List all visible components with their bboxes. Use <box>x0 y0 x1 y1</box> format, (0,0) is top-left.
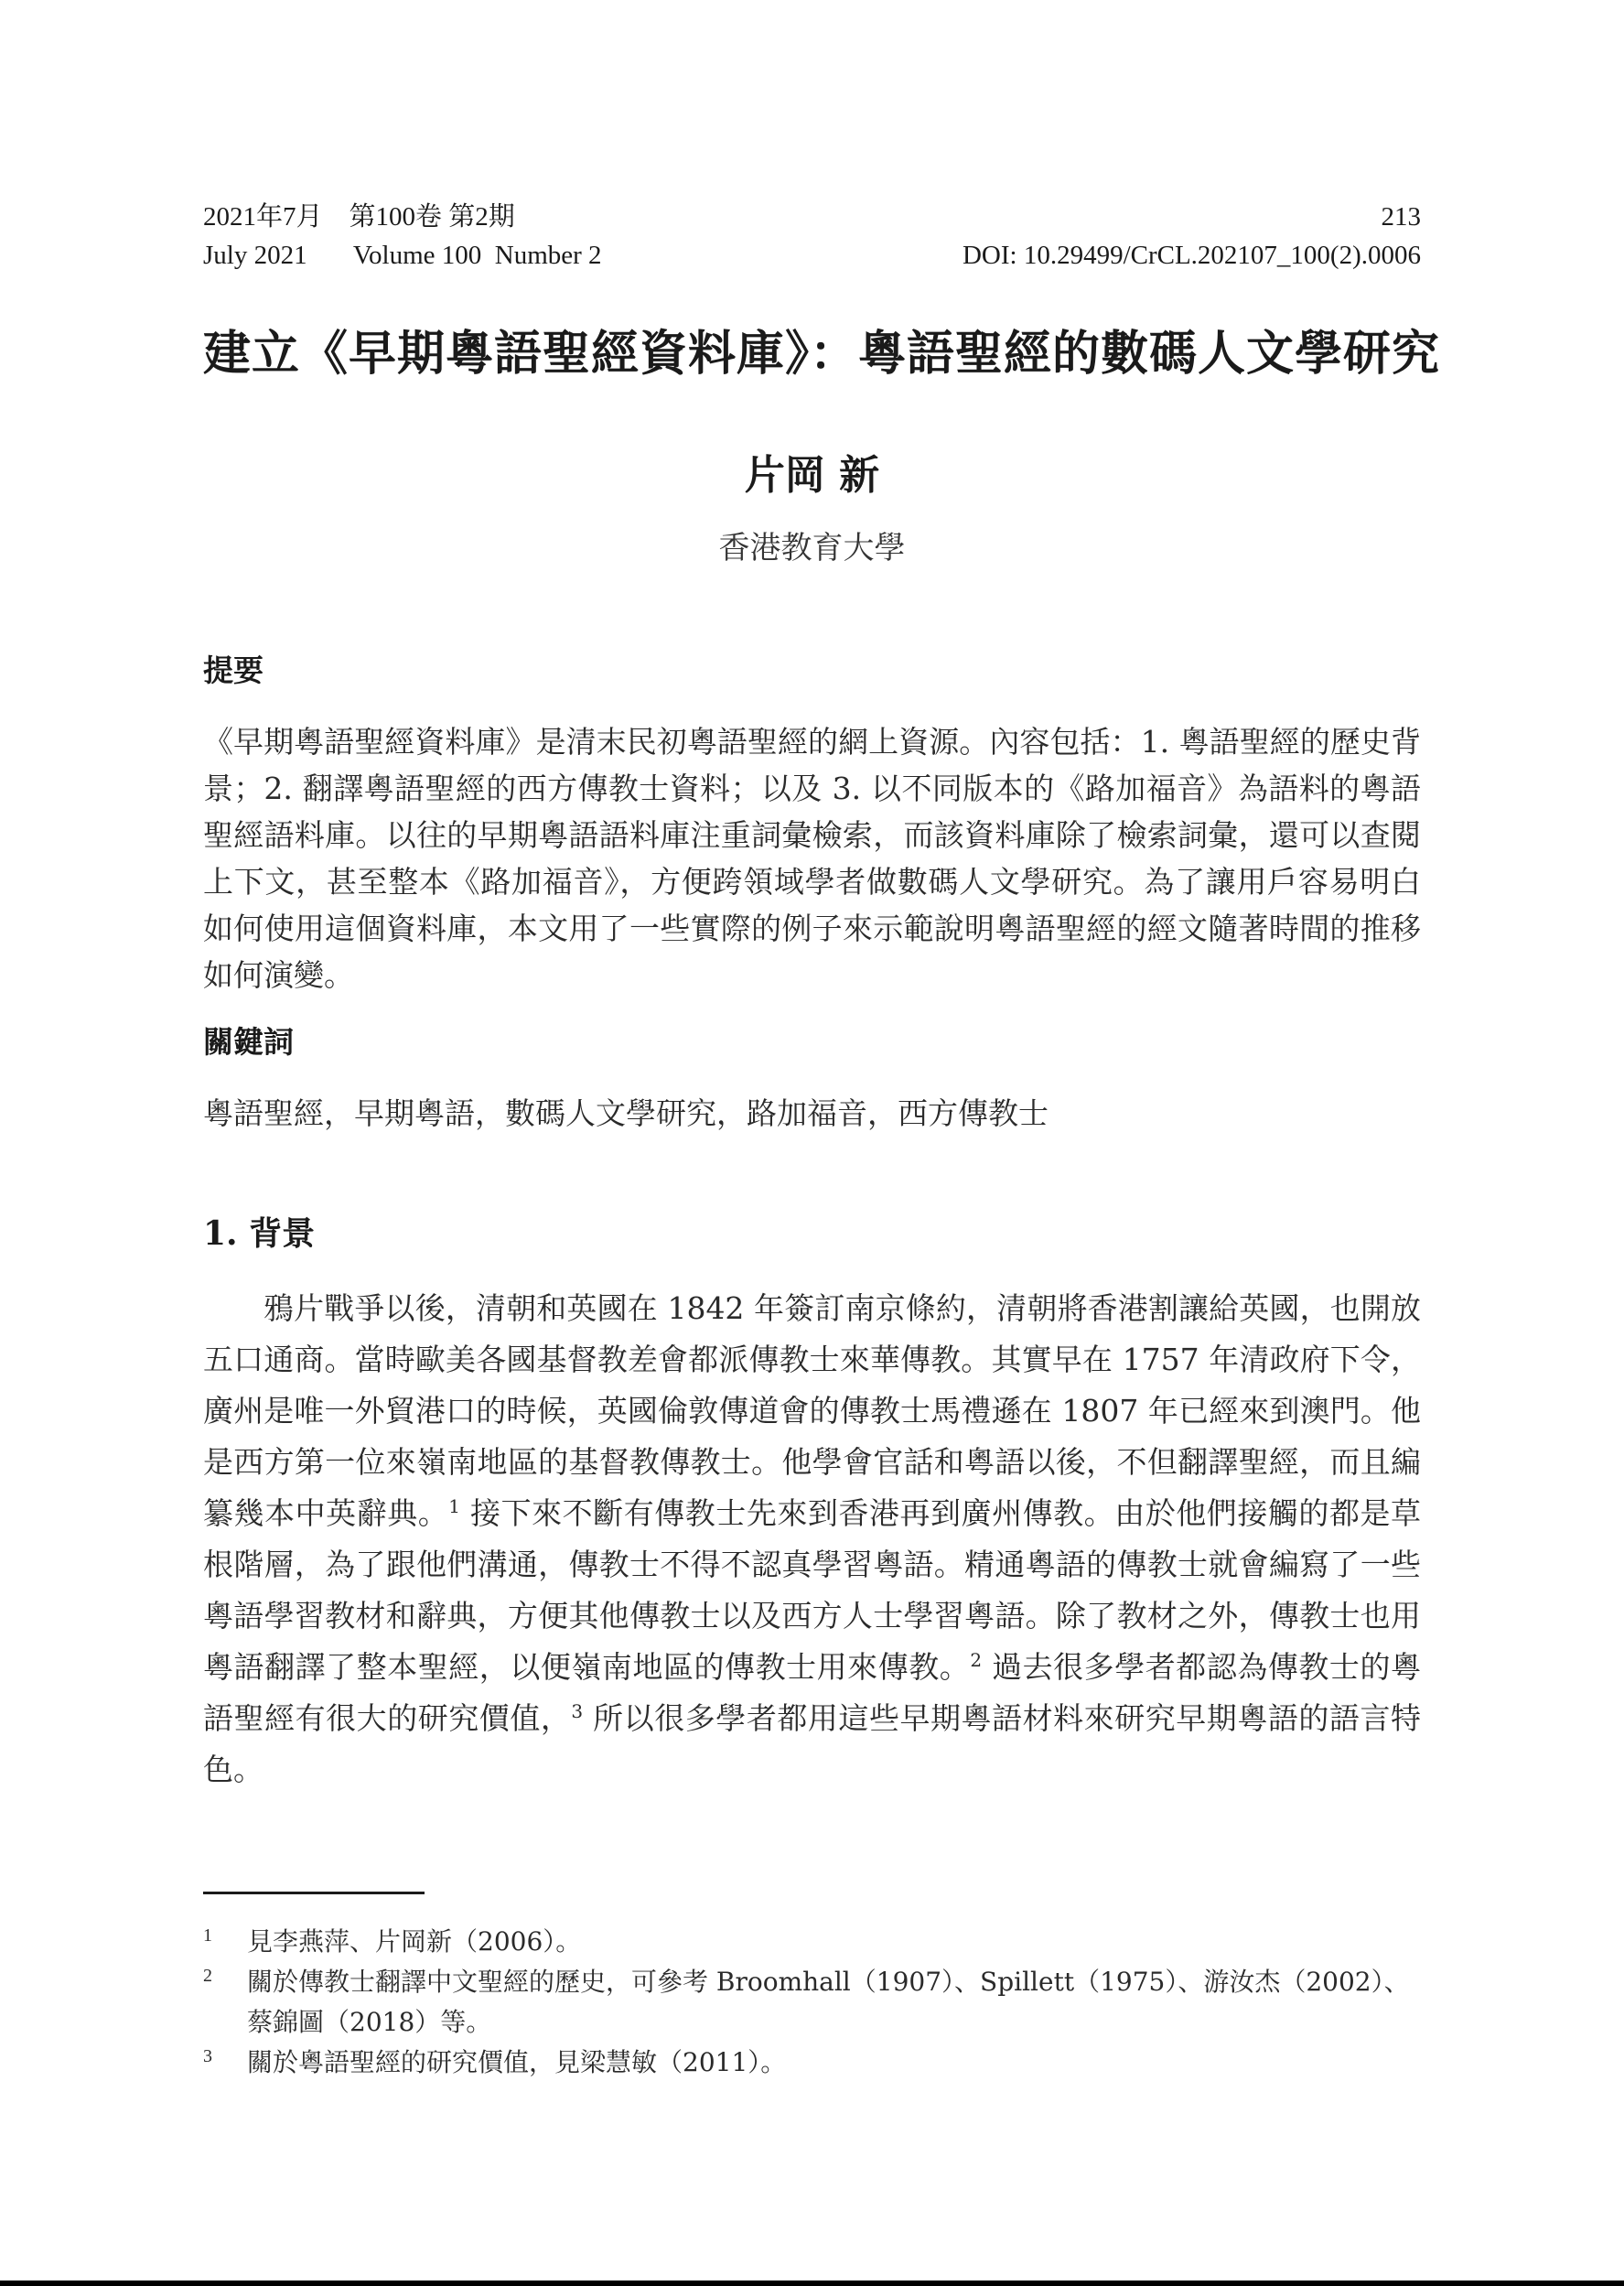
footnote-divider <box>203 1892 425 1894</box>
keywords-text: 粵語聖經，早期粵語，數碼人文學研究，路加福音，西方傳教士 <box>203 1095 1049 1131</box>
issue-info-zh: 2021年7月 第100卷 第2期 <box>203 202 515 232</box>
author-affiliation: 香港教育大學 <box>718 530 906 566</box>
page-bottom-border <box>0 2281 1624 2286</box>
header-row-en <box>203 236 1421 275</box>
footnote-item <box>203 2043 1421 2083</box>
section-body: 鴉片戰爭以後，清朝和英國在 1842 年簽訂南京條約，清朝將香港割讓給英國，也開放五口通商。當時歐美各國基督教差會都派傳教士來華傳教。其實早在 1757 年清政府下令，廣州是唯一外貿港口的時候，英國倫敦傳道會的傳教士馬禮遜在 1807 年已經來到澳門。他是西方第一位來嶺南地區的基督教傳教士。他學會官話和粵語以後，不但翻譯聖經，而且編纂幾本中英辭典。$^1$ 接下來不斷有傳教士先來到香港再到廣州傳教。由於他們接觸的都是草根階層，為了跟他們溝通，傳教士不得不認真學習粵語。精通粵語的傳教士就會編寫了一些粵語學習教材和辭典，方便其他傳教士以及西方人士學習粵語。除了教材之外，傳教士也用粵語翻譯了整本聖經，以便嶺南地區的傳教士用來傳教。$^2$ 過去很多學者都認為傳教士的粵語聖經有很大的研究價值，$^3$ 所以很多學者都用這些早期粵語材料來研究早期粵語的語言特色。 <box>203 1290 1422 1787</box>
doi: DOI: 10.29499/CrCL.202107_100(2).0006 <box>962 241 1421 270</box>
issue-info-en: July 2021 Volume 100 Number 2 <box>203 241 602 270</box>
header-row-zh <box>203 198 1421 236</box>
footnote-text: 關於傳教士翻譯中文聖經的歷史，可參考 Broomhall（1907）、Spillett（1975）、游汝杰（2002）、蔡錦圖（2018）等。 <box>247 1967 1410 2037</box>
footnote-item <box>203 1962 1421 2043</box>
footnote-ref-1[interactable]: 1 <box>448 1495 460 1517</box>
abstract-text: 《早期粵語聖經資料庫》是清末民初粵語聖經的網上資源。內容包括：1. 粵語聖經的歷史背景；2. 翻譯粵語聖經的西方傳教士資料；以及 3. 以不同版本的《路加福音》為語料的粵語聖經語料庫。以往的早期粵語語料庫注重詞彙檢索，而該資料庫除了檢索詞彙，還可以查閱上下文，甚至整本《路加福音》，方便跨領域學者做數碼人文學研究。為了讓用戶容易明白如何使用這個資料庫，本文用了一些實際的例子來示範說明粵語聖經的經文隨著時間的推移如何演變。 <box>203 724 1421 993</box>
keywords-heading: 關鍵詞 <box>203 1024 294 1060</box>
author-name: 片岡 新 <box>744 452 880 499</box>
section-heading: 1. 背景 <box>203 1214 316 1253</box>
footnote-item <box>203 1922 1421 1962</box>
footnotes <box>203 1922 1421 2083</box>
footnote-ref-3[interactable]: 3 <box>571 1700 584 1722</box>
abstract-heading: 提要 <box>203 652 263 688</box>
footnote-text: 見李燕萍、片岡新（2006）。 <box>247 1926 582 1957</box>
footnote-number: 2 <box>203 1966 212 1986</box>
footnote-ref-2[interactable]: 2 <box>970 1649 983 1671</box>
journal-header <box>203 198 1421 275</box>
page-number: 213 <box>1381 202 1421 232</box>
paper-title: 建立《早期粵語聖經資料庫》：粵語聖經的數碼人文學研究 <box>203 326 1441 382</box>
footnote-number: 1 <box>203 1925 212 1946</box>
footnote-text: 關於粵語聖經的研究價值，見梁慧敏（2011）。 <box>247 2047 787 2077</box>
footnote-number: 3 <box>203 2046 212 2066</box>
